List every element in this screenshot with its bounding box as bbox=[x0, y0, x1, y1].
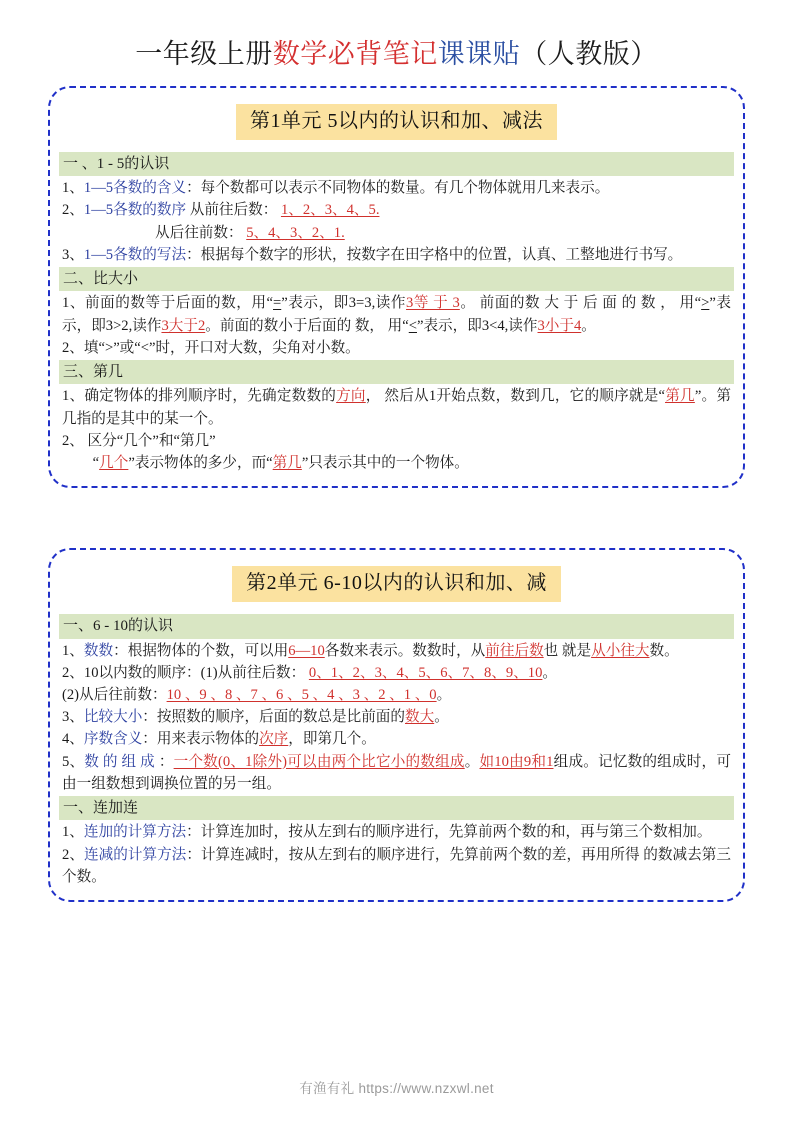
term-bigger: 数大 bbox=[405, 709, 435, 726]
seg-a: 4、 bbox=[62, 731, 84, 748]
title-part-2: 数学必背笔记 bbox=[272, 39, 438, 69]
unit-card-1 bbox=[48, 86, 745, 488]
seg-c: ”。第几指的是其中的某一个。 bbox=[62, 388, 731, 427]
key-term: 数 的 组 成 bbox=[84, 753, 159, 770]
unit-2-s2-item-2 bbox=[59, 844, 734, 888]
title-part-1: 一年级上册 bbox=[135, 39, 273, 69]
unit-2-s1-item-4 bbox=[59, 728, 734, 750]
unit-1-s1-item-1: 1、1—5各数的含义：每个数都可以表示不同物体的数量。有几个物体就用几来表示。 bbox=[62, 180, 610, 197]
example-10-is-9-and-1: 如10由9和1 bbox=[479, 753, 554, 770]
unit-1-s1-item-3: 3、1—5各数的写法：根据每个数字的形状，按数字在田字格中的位置，认真、工整地进行书写。 bbox=[62, 246, 683, 263]
seg-b: ：根据物体的个数，可以用 bbox=[113, 642, 289, 659]
seg-c: 。 bbox=[434, 709, 449, 726]
item-rest: ：根据每个数字的形状，按数字在田字格中的位置，认真、工整地进行书写。 bbox=[186, 246, 683, 263]
section-band-1-1: 一 、1 - 5的认识 bbox=[59, 152, 734, 177]
seg-b: ：计算连加时，按从左到右的顺序进行，先算前两个数的和，再与第三个数相加。 bbox=[186, 824, 712, 841]
forward-label: 从前往后数： bbox=[186, 202, 278, 219]
unit-1-s2-item-1 bbox=[59, 292, 734, 336]
lt-symbol: < bbox=[408, 317, 417, 334]
seg-c: ，即第几个。 bbox=[288, 731, 376, 748]
seg-a: 1、确定物体的排列顺序时，先确定数数的 bbox=[62, 388, 337, 405]
section-band-2-2: 一、连加连 bbox=[59, 796, 734, 821]
rule-composition: 一个数(0、1除外)可以由两个比它小的数组成 bbox=[173, 753, 465, 770]
seg-d: 也 就是 bbox=[543, 642, 592, 659]
seg-e: 。前面的数小于后面的 数， 用“ bbox=[205, 317, 409, 334]
backward-sequence: 5、4、3、2、1. bbox=[246, 224, 345, 241]
term-small-to-large: 从小往大 bbox=[591, 642, 650, 659]
term-order: 次序 bbox=[259, 731, 289, 748]
seg-a: 5、 bbox=[62, 753, 85, 770]
seg-d: 组成。记忆数的组成时，可由一组数想到调换位置的另一组。 bbox=[62, 753, 731, 792]
seg-c: 。 bbox=[464, 753, 480, 770]
seg-b: ， 然后从1开始点数，数到几，它的顺序就是“ bbox=[365, 388, 666, 405]
unit-spacer bbox=[48, 488, 745, 548]
term-howmany: 几个 bbox=[99, 454, 129, 471]
seg-b: 。 bbox=[542, 664, 558, 681]
term-whichone: 第几 bbox=[272, 454, 302, 471]
seg-b: ：用来表示物体的 bbox=[142, 731, 260, 748]
seg-b: ”表示，即3=3,读作 bbox=[281, 295, 407, 312]
section-band-2-1: 一、6 - 10的认识 bbox=[59, 614, 734, 639]
item-rest: ：每个数都可以表示不同物体的数量。有几个物体就用几来表示。 bbox=[186, 180, 610, 197]
unit-1-s2-item-2: 2、填“>”或“<”时，开口对大数，尖角对小数。 bbox=[62, 339, 360, 356]
unit-1-header bbox=[59, 104, 734, 140]
unit-2-s2-item-1 bbox=[59, 821, 734, 843]
seg-c: 各数来表示。数数时，从 bbox=[324, 642, 486, 659]
unit-2-s1-item-2b bbox=[59, 684, 734, 706]
key-term: 连加的计算方法 bbox=[83, 824, 187, 841]
key-term: 序数含义 bbox=[83, 731, 143, 748]
seg-b: ：按照数的顺序，后面的数总是比前面的 bbox=[142, 709, 405, 726]
footer-watermark: 有渔有礼 https://www.nzxwl.net bbox=[299, 1081, 494, 1096]
read-equal: 3等 于 3 bbox=[406, 295, 460, 312]
key-term: 数数 bbox=[83, 642, 114, 659]
term-direction: 方向 bbox=[336, 388, 366, 405]
seg-d: 。 bbox=[436, 686, 452, 703]
backward-label: 从后往前数： bbox=[155, 224, 243, 241]
unit-1-s1-item-2: 2、1—5各数的数序 从前往后数： 1、2、3、4、5. bbox=[62, 202, 380, 219]
key-term: 1—5各数的写法 bbox=[83, 246, 187, 263]
eq-symbol: = bbox=[273, 295, 282, 312]
seg-b: “ bbox=[92, 454, 100, 471]
term-ordinal: 第几 bbox=[665, 388, 695, 405]
key-term: 1—5各数的数序 bbox=[83, 202, 187, 219]
unit-2-s1-item-3 bbox=[59, 706, 734, 728]
unit-2-header bbox=[59, 566, 734, 602]
key-term: 比较大小 bbox=[83, 709, 143, 726]
key-term: 1—5各数的含义 bbox=[83, 180, 187, 197]
seg-g: 。 bbox=[581, 317, 596, 334]
unit-card-2 bbox=[48, 548, 745, 902]
range-6-10: 6—10 bbox=[288, 642, 325, 659]
seg-d: ”表示，即3>2,读作 bbox=[62, 295, 731, 334]
seg-d: ”只表示其中的一个物体。 bbox=[301, 454, 469, 471]
unit-2-s1-item-5 bbox=[59, 751, 734, 795]
unit-2-s1-item-2a bbox=[59, 662, 734, 684]
forward-sequence: 1、2、3、4、5. bbox=[280, 202, 380, 219]
seg-c: (2)从后往前数： bbox=[62, 686, 167, 703]
unit-1-s3-item-2-body bbox=[59, 452, 734, 474]
seg-c: ”表示物体的多少，而“ bbox=[128, 454, 273, 471]
unit-1-s1-item-2b bbox=[59, 222, 734, 244]
term-forward-count: 前往后数 bbox=[485, 642, 544, 659]
seg-a: 1、前面的数等于后面的数，用“ bbox=[62, 295, 273, 312]
seg-a: 1、 bbox=[62, 642, 84, 659]
sequence-forward-0-10: 0、1、2、3、4、5、6、7、8、9、10 bbox=[308, 664, 543, 681]
seg-a: 2、10以内数的顺序：(1)从前往后数： bbox=[62, 664, 306, 681]
section-band-1-2: 二、比大小 bbox=[59, 267, 734, 292]
title-part-4: （人教版） bbox=[520, 39, 658, 69]
unit-1-header-label: 第1单元 5以内的认识和加、减法 bbox=[236, 104, 557, 140]
seg-b: ： bbox=[158, 753, 174, 770]
seg-a: 2、 bbox=[62, 846, 84, 863]
sequence-backward-10-0: 10 、9 、8 、7 、6 、5 、4 、3 、2 、1 、0 bbox=[166, 686, 437, 703]
read-greater: 3大于2 bbox=[161, 317, 206, 334]
unit-1-s3-item-1 bbox=[59, 385, 734, 429]
title-part-3: 课课贴 bbox=[437, 39, 521, 69]
key-term: 连减的计算方法 bbox=[83, 846, 187, 863]
unit-1-s3-item-2-head: 2、 区分“几个”和“第几” bbox=[62, 432, 216, 449]
page-title bbox=[48, 0, 745, 86]
seg-b: ：计算连减时，按从左到右的顺序进行，先算前两个数的差，再用所得 的数减去第三个数。 bbox=[62, 846, 731, 885]
seg-c: 。 前面的数 大 于 后 面 的 数 ， 用“ bbox=[459, 295, 702, 312]
seg-e: 数。 bbox=[649, 642, 679, 659]
read-less: 3小于4 bbox=[537, 317, 582, 334]
unit-2-s1-item-1 bbox=[59, 640, 734, 662]
section-band-1-3: 三、第几 bbox=[59, 360, 734, 385]
unit-2-header-label: 第2单元 6-10以内的认识和加、减 bbox=[232, 566, 561, 602]
seg-a: 3、 bbox=[62, 709, 84, 726]
seg-f: ”表示，即3<4,读作 bbox=[416, 317, 538, 334]
gt-symbol: > bbox=[701, 295, 710, 312]
seg-a: 1、 bbox=[62, 824, 84, 841]
